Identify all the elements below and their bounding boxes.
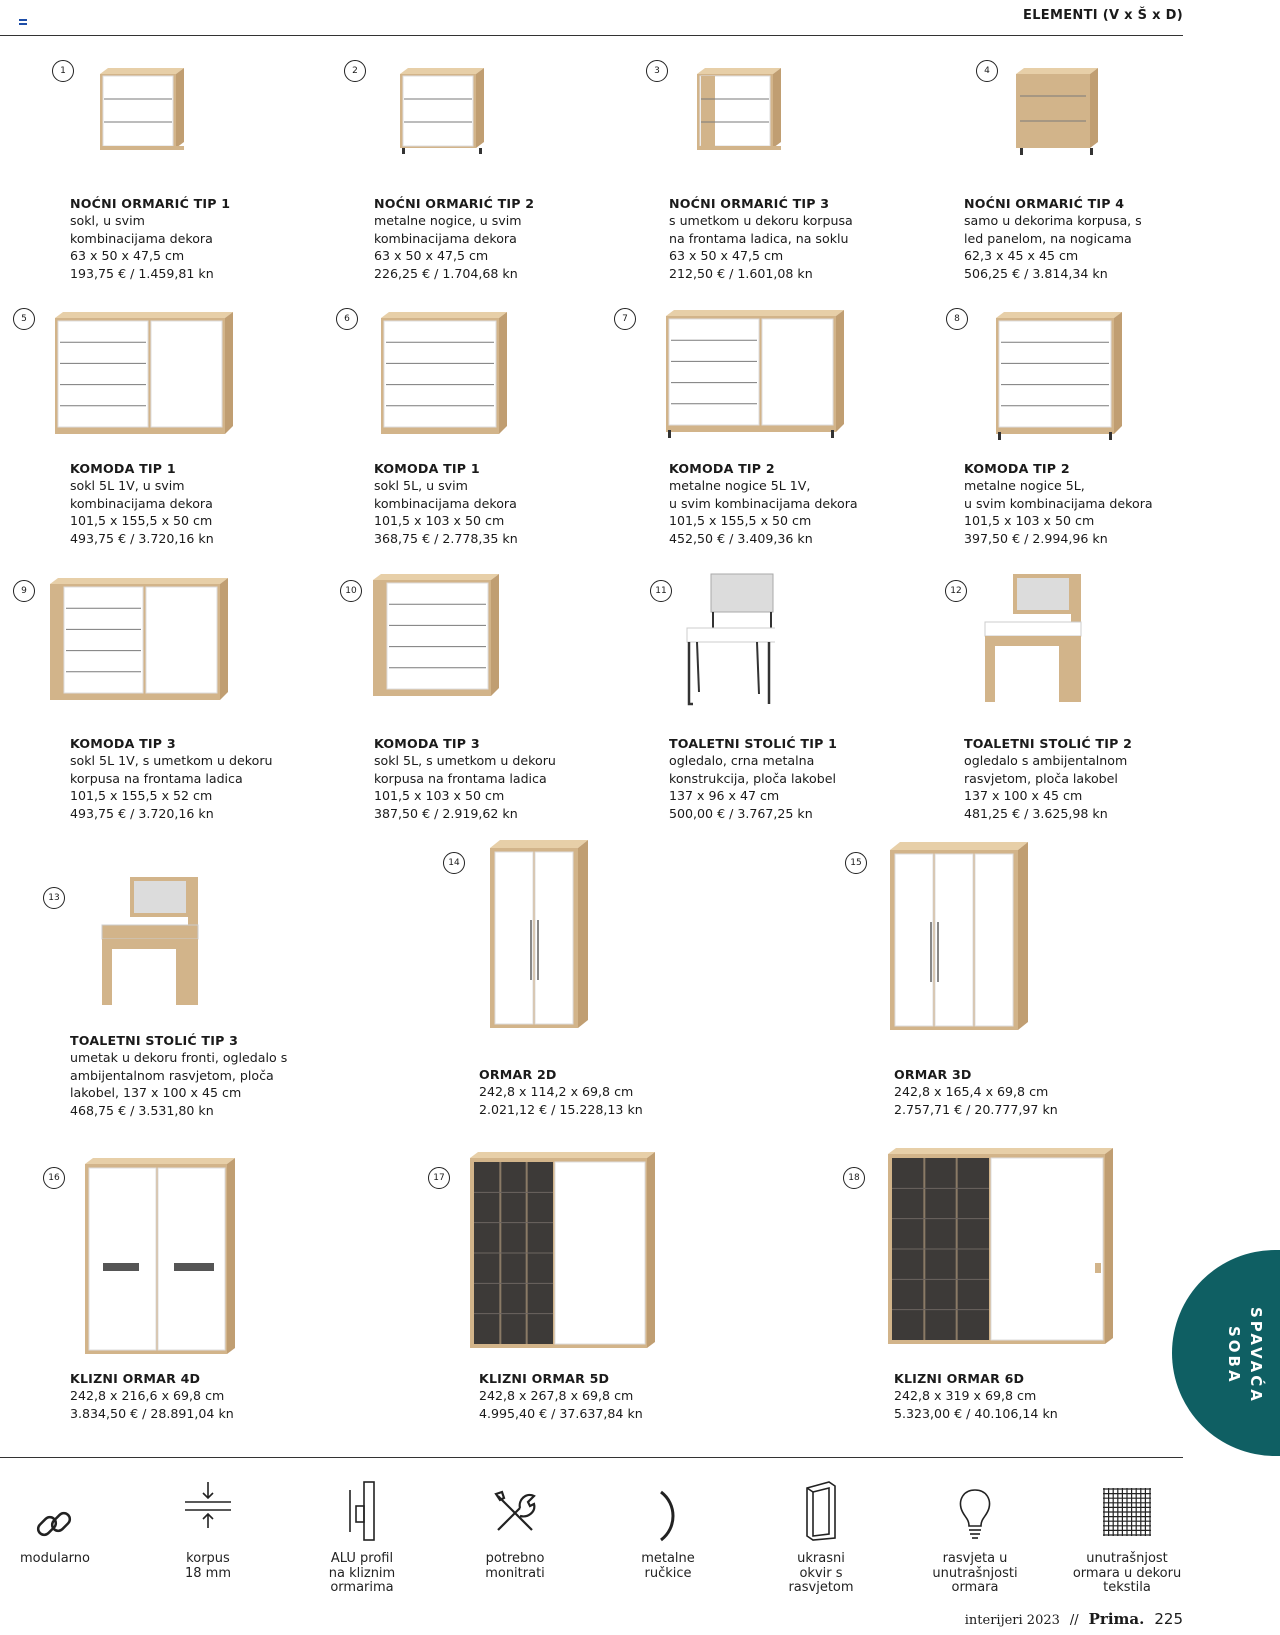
- feature-label-line: ručkice: [644, 1565, 692, 1581]
- product-description: [964, 460, 1153, 547]
- alu-profile-icon: [292, 1480, 432, 1546]
- dresser-illustration: [996, 312, 1124, 444]
- product-name: KOMODA TIP 1: [374, 461, 480, 476]
- page-number: 225: [1154, 1610, 1183, 1628]
- product-detail-line: umetak u dekoru fronti, ogledalo s: [70, 1050, 288, 1066]
- product-detail-line: sokl 5L 1V, s umetkom u dekoru: [70, 753, 273, 769]
- product-illustration: [100, 875, 200, 1014]
- handle-icon: [598, 1480, 738, 1546]
- product-detail-line: ambijentalnom rasvjetom, ploča: [70, 1067, 274, 1083]
- feature-label-line: monitrati: [485, 1565, 545, 1581]
- product-detail-line: metalne nogice, u svim: [374, 213, 522, 229]
- product-detail-line: s umetkom u dekoru korpusa: [669, 213, 853, 229]
- product-detail-line: 242,8 x 319 x 69,8 cm: [894, 1388, 1037, 1404]
- product-detail-line: led panelom, na nogicama: [964, 230, 1132, 246]
- product-detail-line: u svim kombinacijama dekora: [964, 495, 1153, 511]
- product-illustration: [490, 840, 590, 1034]
- feature-label: [445, 1552, 585, 1581]
- sliding-wardrobe-illustration: [470, 1152, 657, 1352]
- feature-label-line: modularno: [20, 1551, 90, 1566]
- product-name: ORMAR 2D: [479, 1067, 557, 1082]
- dresser-illustration: [55, 312, 235, 444]
- header-mark-icon: [19, 19, 27, 25]
- feature-label: [598, 1552, 738, 1581]
- product-detail-line: kombinacijama dekora: [70, 230, 213, 246]
- product-name: KOMODA TIP 3: [374, 736, 480, 751]
- feature-item: [445, 1480, 585, 1581]
- wardrobe-illustration: [490, 840, 590, 1030]
- product-detail-line: korpusa na frontama ladica: [70, 770, 243, 786]
- product-detail-line: 101,5 x 155,5 x 50 cm: [669, 513, 812, 529]
- feature-label-line: metalne: [641, 1551, 695, 1566]
- product-illustration: [697, 68, 783, 162]
- product-description: [70, 195, 230, 282]
- product-detail-line: 3.834,50 € / 28.891,04 kn: [70, 1405, 234, 1421]
- features-divider: [0, 1457, 1183, 1458]
- product-detail-line: ogledalo, crna metalna: [669, 753, 815, 769]
- product-name: KOMODA TIP 3: [70, 736, 176, 751]
- link-icon: [0, 1480, 125, 1546]
- feature-label: [292, 1552, 432, 1596]
- product-name: NOĆNI ORMARIĆ TIP 1: [70, 196, 231, 211]
- feature-label-line: tekstila: [1103, 1580, 1151, 1595]
- sliding-wardrobe-illustration: [888, 1148, 1115, 1348]
- product-illustration: [996, 312, 1124, 448]
- product-description: [70, 1032, 287, 1119]
- dresser-illustration: [666, 310, 846, 442]
- item-number-badge: 17: [428, 1167, 450, 1189]
- product-detail-line: 493,75 € / 3.720,16 kn: [70, 530, 214, 546]
- product-detail-line: 368,75 € / 2.778,35 kn: [374, 530, 518, 546]
- product-detail-line: samo u dekorima korpusa, s: [964, 213, 1142, 229]
- product-detail-line: kombinacijama dekora: [374, 495, 517, 511]
- item-number-badge: 5: [13, 308, 35, 330]
- feature-label-line: rasvjeta u: [942, 1551, 1008, 1566]
- product-detail-line: 212,50 € / 1.601,08 kn: [669, 265, 813, 281]
- product-description: [70, 460, 214, 547]
- product-description: [894, 1066, 1058, 1118]
- product-illustration: [400, 68, 486, 162]
- product-name: TOALETNI STOLIĆ TIP 2: [964, 736, 1133, 751]
- product-detail-line: konstrukcija, ploča lakobel: [669, 770, 836, 786]
- feature-label-line: ormara u dekoru: [1072, 1565, 1182, 1581]
- product-detail-line: 101,5 x 103 x 50 cm: [374, 513, 505, 529]
- product-illustration: [666, 310, 846, 446]
- item-number-badge: 18: [843, 1167, 865, 1189]
- item-number-badge: 6: [336, 308, 358, 330]
- item-number-badge: 2: [344, 60, 366, 82]
- product-detail-line: sokl 5L 1V, u svim: [70, 478, 185, 494]
- product-detail-line: 500,00 € / 3.767,25 kn: [669, 805, 813, 821]
- product-detail-line: 137 x 100 x 45 cm: [964, 788, 1083, 804]
- product-detail-line: 2.757,71 € / 20.777,97 kn: [894, 1101, 1058, 1117]
- product-detail-line: 481,25 € / 3.625,98 kn: [964, 805, 1108, 821]
- product-detail-line: 506,25 € / 3.814,34 kn: [964, 265, 1108, 281]
- product-detail-line: 101,5 x 103 x 50 cm: [964, 513, 1095, 529]
- section-tab-label: SPAVAĆA SOBA: [1225, 1306, 1265, 1404]
- product-description: [70, 735, 272, 822]
- light-bulb-icon: [905, 1480, 1045, 1546]
- dresser-illustration: [373, 574, 501, 706]
- product-detail-line: 387,50 € / 2.919,62 kn: [374, 805, 518, 821]
- product-detail-line: 397,50 € / 2.994,96 kn: [964, 530, 1108, 546]
- product-illustration: [685, 572, 775, 711]
- product-name: TOALETNI STOLIĆ TIP 3: [70, 1033, 239, 1048]
- product-description: [374, 195, 534, 282]
- product-description: [964, 735, 1132, 822]
- product-name: KOMODA TIP 2: [964, 461, 1070, 476]
- product-name: ORMAR 3D: [894, 1067, 972, 1082]
- product-detail-line: 101,5 x 155,5 x 52 cm: [70, 788, 213, 804]
- item-number-badge: 15: [845, 852, 867, 874]
- feature-label-line: okvir s: [799, 1565, 843, 1581]
- vanity-illustration: [100, 875, 200, 1010]
- night-stand-illustration: [400, 68, 486, 158]
- page-header-title: ELEMENTI (V x Š x D): [1023, 8, 1183, 23]
- product-detail-line: 137 x 96 x 47 cm: [669, 788, 780, 804]
- feature-item: [598, 1480, 738, 1581]
- item-number-badge: 8: [946, 308, 968, 330]
- product-detail-line: 493,75 € / 3.720,16 kn: [70, 805, 214, 821]
- product-detail-line: 242,8 x 216,6 x 69,8 cm: [70, 1388, 225, 1404]
- product-detail-line: 101,5 x 155,5 x 50 cm: [70, 513, 213, 529]
- product-illustration: [55, 312, 235, 448]
- product-illustration: [85, 1158, 237, 1362]
- night-stand-illustration: [1016, 68, 1102, 158]
- product-detail-line: 4.995,40 € / 37.637,84 kn: [479, 1405, 643, 1421]
- item-number-badge: 3: [646, 60, 668, 82]
- dresser-illustration: [381, 312, 509, 444]
- product-description: [70, 1370, 234, 1422]
- frame-light-icon: [751, 1480, 891, 1546]
- vanity-illustration: [685, 572, 775, 707]
- dresser-illustration: [50, 578, 230, 710]
- feature-label-line: rasvjetom: [788, 1580, 854, 1595]
- product-detail-line: u svim kombinacijama dekora: [669, 495, 858, 511]
- product-detail-line: 242,8 x 267,8 x 69,8 cm: [479, 1388, 634, 1404]
- feature-label-line: potrebno: [485, 1551, 545, 1566]
- item-number-badge: 7: [614, 308, 636, 330]
- fabric-texture-icon: [1057, 1480, 1197, 1546]
- header-divider: [0, 35, 1183, 36]
- feature-item: [1057, 1480, 1197, 1596]
- product-name: NOĆNI ORMARIĆ TIP 3: [669, 196, 830, 211]
- feature-item: [138, 1480, 278, 1581]
- product-detail-line: 452,50 € / 3.409,36 kn: [669, 530, 813, 546]
- product-name: NOĆNI ORMARIĆ TIP 4: [964, 196, 1125, 211]
- item-number-badge: 4: [976, 60, 998, 82]
- product-illustration: [890, 842, 1030, 1036]
- product-detail-line: rasvjetom, ploča lakobel: [964, 770, 1118, 786]
- panel-thickness-icon: [138, 1480, 278, 1546]
- product-detail-line: sokl, u svim: [70, 213, 145, 229]
- product-detail-line: 468,75 € / 3.531,80 kn: [70, 1102, 214, 1118]
- tools-icon: [445, 1480, 585, 1546]
- product-detail-line: 226,25 € / 1.704,68 kn: [374, 265, 518, 281]
- sliding-wardrobe-illustration: [85, 1158, 237, 1358]
- product-detail-line: 63 x 50 x 47,5 cm: [374, 248, 489, 264]
- item-number-badge: 16: [43, 1167, 65, 1189]
- product-detail-line: 63 x 50 x 47,5 cm: [669, 248, 784, 264]
- footer-separator: //: [1069, 1613, 1079, 1628]
- product-detail-line: 242,8 x 114,2 x 69,8 cm: [479, 1084, 634, 1100]
- product-name: KOMODA TIP 2: [669, 461, 775, 476]
- product-name: KOMODA TIP 1: [70, 461, 176, 476]
- product-illustration: [1016, 68, 1102, 162]
- product-description: [669, 735, 837, 822]
- night-stand-illustration: [697, 68, 783, 158]
- feature-label: [751, 1552, 891, 1596]
- product-description: [479, 1066, 643, 1118]
- footer-brand: Prima.: [1088, 1610, 1145, 1628]
- item-number-badge: 12: [945, 580, 967, 602]
- product-detail-line: metalne nogice 5L,: [964, 478, 1085, 494]
- product-detail-line: 2.021,12 € / 15.228,13 kn: [479, 1101, 643, 1117]
- product-detail-line: ogledalo s ambijentalnom: [964, 753, 1128, 769]
- product-illustration: [50, 578, 230, 714]
- item-number-badge: 1: [52, 60, 74, 82]
- feature-label: [1057, 1552, 1197, 1596]
- product-description: [669, 460, 858, 547]
- product-detail-line: 5.323,00 € / 40.106,14 kn: [894, 1405, 1058, 1421]
- feature-label-line: unutrašnjost: [1086, 1551, 1168, 1566]
- product-name: KLIZNI ORMAR 5D: [479, 1371, 610, 1386]
- product-description: [374, 460, 518, 547]
- product-description: [669, 195, 853, 282]
- product-name: KLIZNI ORMAR 4D: [70, 1371, 201, 1386]
- product-illustration: [100, 68, 186, 162]
- feature-label-line: na kliznim: [328, 1565, 396, 1581]
- product-detail-line: lakobel, 137 x 100 x 45 cm: [70, 1085, 242, 1101]
- product-description: [894, 1370, 1058, 1422]
- feature-item: [905, 1480, 1045, 1596]
- feature-label-line: korpus: [186, 1551, 230, 1566]
- feature-label-line: ormarima: [330, 1580, 394, 1595]
- feature-label: [138, 1552, 278, 1581]
- product-description: [479, 1370, 643, 1422]
- product-detail-line: 193,75 € / 1.459,81 kn: [70, 265, 214, 281]
- feature-label: [0, 1552, 125, 1567]
- product-detail-line: 62,3 x 45 x 45 cm: [964, 248, 1079, 264]
- product-name: NOĆNI ORMARIĆ TIP 2: [374, 196, 535, 211]
- product-detail-line: kombinacijama dekora: [70, 495, 213, 511]
- feature-label-line: ukrasni: [797, 1551, 845, 1566]
- product-illustration: [470, 1152, 657, 1356]
- feature-item: [0, 1480, 125, 1567]
- item-number-badge: 11: [650, 580, 672, 602]
- product-detail-line: 101,5 x 103 x 50 cm: [374, 788, 505, 804]
- item-number-badge: 9: [13, 580, 35, 602]
- product-detail-line: metalne nogice 5L 1V,: [669, 478, 811, 494]
- page-footer: [965, 1610, 1183, 1628]
- product-detail-line: sokl 5L, s umetkom u dekoru: [374, 753, 556, 769]
- product-detail-line: kombinacijama dekora: [374, 230, 517, 246]
- product-name: TOALETNI STOLIĆ TIP 1: [669, 736, 838, 751]
- item-number-badge: 13: [43, 887, 65, 909]
- product-illustration: [983, 572, 1083, 711]
- product-description: [964, 195, 1142, 282]
- product-detail-line: 63 x 50 x 47,5 cm: [70, 248, 185, 264]
- product-description: [374, 735, 556, 822]
- product-detail-line: sokl 5L, u svim: [374, 478, 468, 494]
- item-number-badge: 10: [340, 580, 362, 602]
- feature-item: [751, 1480, 891, 1596]
- feature-item: [292, 1480, 432, 1596]
- product-illustration: [888, 1148, 1115, 1352]
- feature-label-line: 18 mm: [184, 1565, 231, 1581]
- feature-label-line: ormara: [951, 1580, 999, 1595]
- item-number-badge: 14: [443, 852, 465, 874]
- product-illustration: [373, 574, 501, 710]
- product-name: KLIZNI ORMAR 6D: [894, 1371, 1025, 1386]
- product-illustration: [381, 312, 509, 448]
- vanity-illustration: [983, 572, 1083, 707]
- feature-label-line: ALU profil: [330, 1551, 394, 1566]
- product-detail-line: na frontama ladica, na soklu: [669, 230, 849, 246]
- night-stand-illustration: [100, 68, 186, 158]
- feature-label: [905, 1552, 1045, 1596]
- wardrobe-illustration: [890, 842, 1030, 1032]
- feature-label-line: unutrašnjosti: [932, 1565, 1018, 1581]
- product-detail-line: korpusa na frontama ladica: [374, 770, 547, 786]
- footer-magazine: interijeri 2023: [964, 1613, 1060, 1628]
- product-detail-line: 242,8 x 165,4 x 69,8 cm: [894, 1084, 1049, 1100]
